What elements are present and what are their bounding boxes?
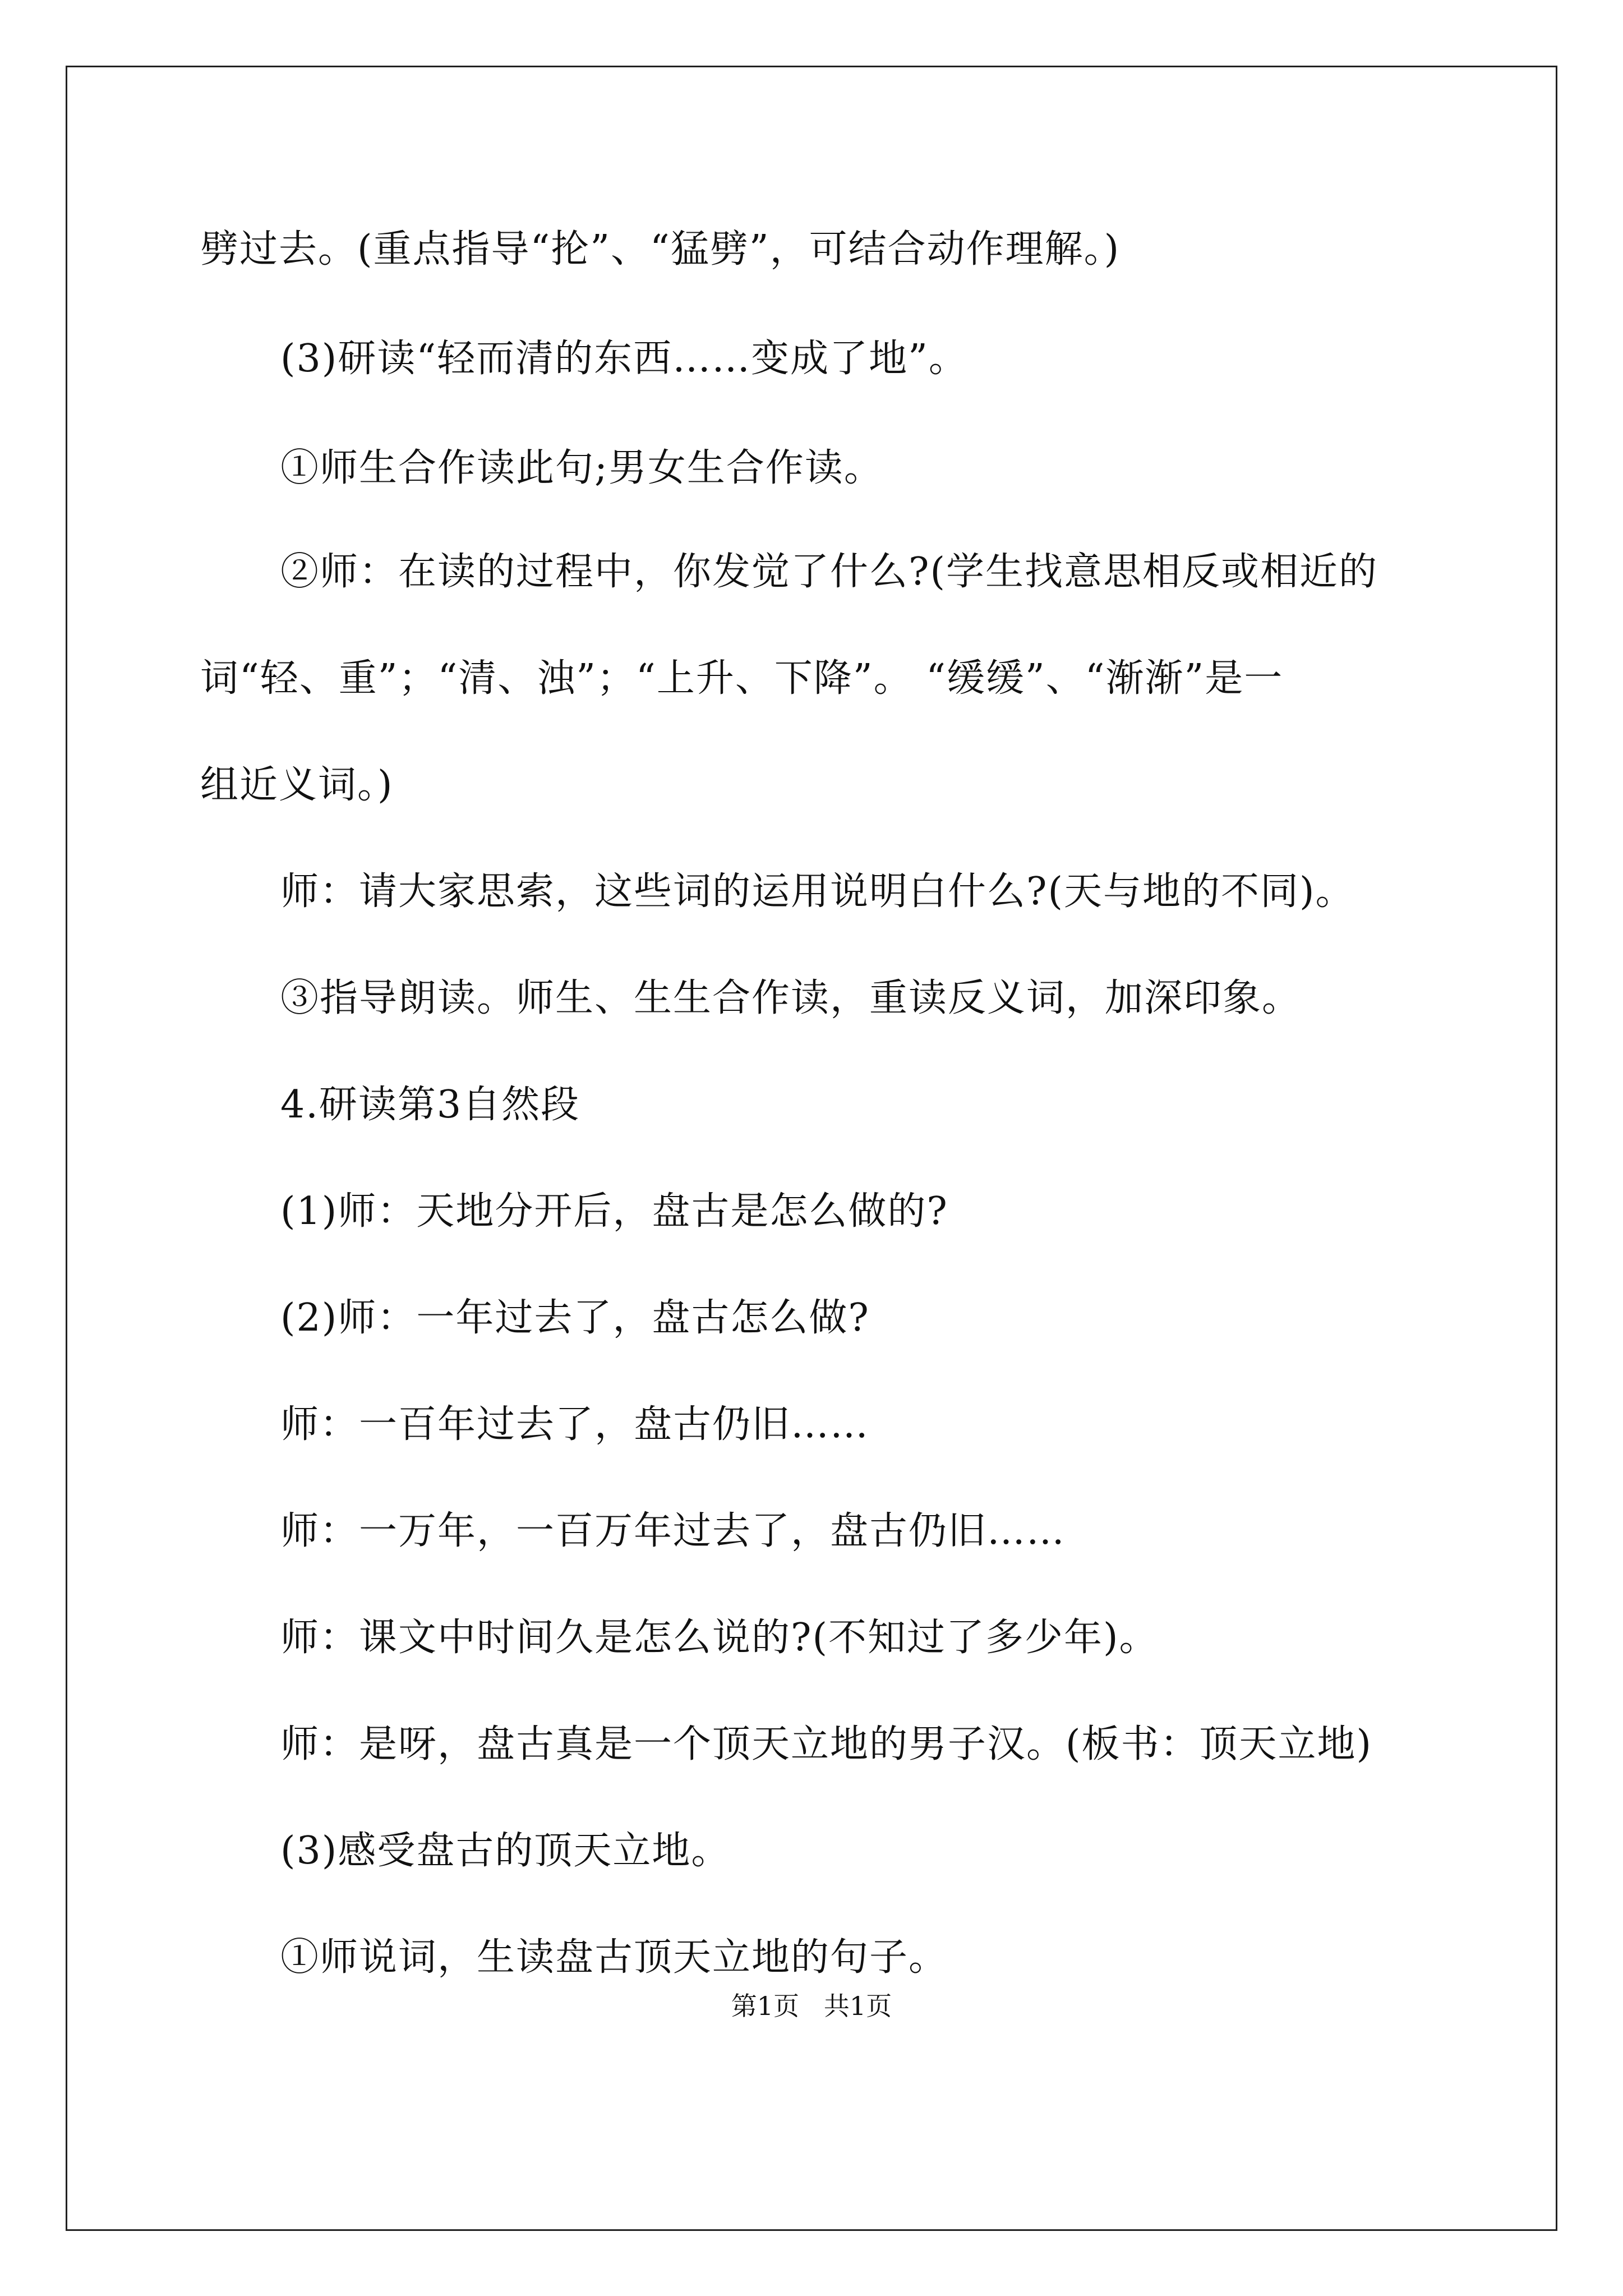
section-heading: 4.研读第3自然段: [280, 1083, 580, 1127]
paragraph-line: ①师说词，生读盘古顶天立地的句子。: [280, 1935, 948, 1980]
paragraph-line: 师：请大家思索，这些词的运用说明白什么?(天与地的不同)。: [280, 869, 1355, 914]
paragraph-line: 词“轻、重”；“清、浊”；“上升、下降”。 “缓缓”、“渐渐”是一: [200, 656, 1284, 701]
paragraph-line: 组近义词。): [200, 763, 394, 807]
paragraph-line: 师：是呀，盘古真是一个顶天立地的男子汉。(板书：顶天立地): [280, 1722, 1373, 1766]
page-border: [66, 66, 1557, 2231]
paragraph-line: (3)感受盘古的顶天立地。: [280, 1829, 731, 1873]
paragraph-line: ③指导朗读。师生、生生合作读，重读反义词，加深印象。: [280, 976, 1302, 1020]
page-footer: 第1页 共1页: [731, 1991, 892, 2021]
paragraph-line: (3)研读“轻而清的东西……变成了地”。: [280, 337, 968, 381]
paragraph-line: 师：一百年过去了，盘古仍旧……: [280, 1402, 870, 1447]
paragraph-line: ①师生合作读此句;男女生合作读。: [280, 446, 883, 490]
paragraph-line: (2)师：一年过去了，盘古怎么做?: [280, 1296, 870, 1340]
paragraph-line: (1)师：天地分开后，盘古是怎么做的?: [280, 1189, 948, 1234]
paragraph-line: ②师：在读的过程中，你发觉了什么?(学生找意思相反或相近的: [280, 550, 1378, 594]
paragraph-line: 师：一万年，一百万年过去了，盘古仍旧……: [280, 1509, 1066, 1553]
paragraph-line: 劈过去。(重点指导“抡”、“猛劈”，可结合动作理解。): [200, 227, 1121, 272]
paragraph-line: 师：课文中时间久是怎么说的?(不知过了多少年)。: [280, 1616, 1159, 1660]
